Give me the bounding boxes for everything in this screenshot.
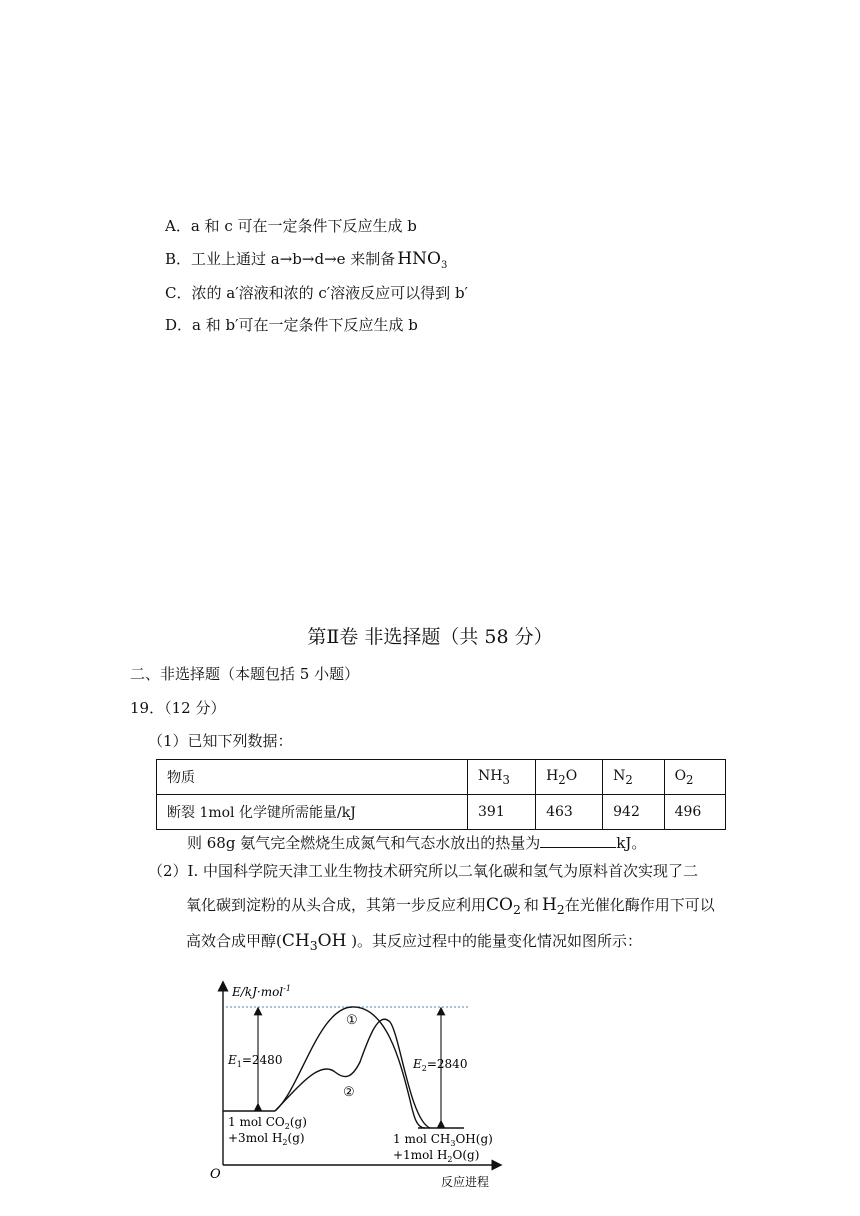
table-cell: 942	[603, 795, 664, 830]
table-cell: 断裂 1mol 化学键所需能量/kJ	[157, 795, 468, 830]
table-cell: 391	[468, 795, 536, 830]
part-2-line-2: 氧化碳到淀粉的从头合成，其第一步反应利用$CO_2$ 和 $H_2$在光催化酶作用下可以	[186, 895, 715, 917]
product-label-line-2: +1mol $H_2O(g)$	[393, 1148, 480, 1164]
e2-label: $E_2=2840$	[413, 1057, 468, 1073]
option-c: C．浓的 a′溶液和浓的 c′溶液反应可以得到 b′	[165, 284, 468, 302]
table-row	[157, 795, 726, 830]
table-cell: $NH_3$	[468, 760, 536, 795]
part-1-prompt: （1）已知下列数据：	[148, 732, 293, 750]
table-cell: $N_2$	[603, 760, 664, 795]
part-2-line-3: 高效合成甲醇($CH_3OH$ )。其反应过程中的能量变化情况如图所示：	[186, 931, 643, 953]
option-b: B．工业上通过 a→b→d→e 来制备 $HNO_3$	[165, 249, 448, 271]
table-cell: 496	[664, 795, 725, 830]
e1-label: $E_1=2480$	[228, 1053, 283, 1069]
path-2-curve	[275, 1019, 430, 1128]
product-label-line-1: 1 mol $CH_3OH(g)$	[393, 1132, 493, 1148]
y-axis-label: E/kJ·mol$^{-1}$	[232, 984, 291, 999]
energy-diagram	[205, 978, 515, 1193]
table-cell: 463	[536, 795, 603, 830]
fill-in-question: 则 68g 氨气完全燃烧生成氮气和气态水放出的热量为 kJ。	[187, 834, 647, 852]
origin-label: O	[210, 1167, 221, 1182]
section-title: 第Ⅱ卷 非选择题（共 58 分）	[307, 626, 553, 648]
option-d: D．a 和 b′可在一定条件下反应生成 b	[165, 316, 418, 334]
path-1-label: ①	[346, 1013, 358, 1028]
table-cell: $H_2O$	[536, 760, 603, 795]
question-number: 19．（12 分）	[130, 699, 226, 717]
bond-energy-table	[156, 759, 726, 830]
x-axis-label: 反应进程	[441, 1175, 490, 1189]
part-2-line-1: （2）I. 中国科学院天津工业生物技术研究所以二氧化碳和氢气为原料首次实现了二	[148, 862, 699, 880]
reactant-label-line-1: 1 mol $CO_2(g)$	[228, 1115, 307, 1131]
path-2-label: ②	[343, 1085, 355, 1100]
table-row	[157, 760, 726, 795]
answer-blank[interactable]	[540, 833, 616, 848]
table-cell: 物质	[157, 760, 468, 795]
option-a: A．a 和 c 可在一定条件下反应生成 b	[165, 217, 417, 235]
reactant-label-line-2: +3mol $H_2(g)$	[228, 1131, 305, 1147]
table-cell: $O_2$	[664, 760, 725, 795]
section-heading: 二、非选择题（本题包括 5 小题）	[130, 665, 360, 683]
